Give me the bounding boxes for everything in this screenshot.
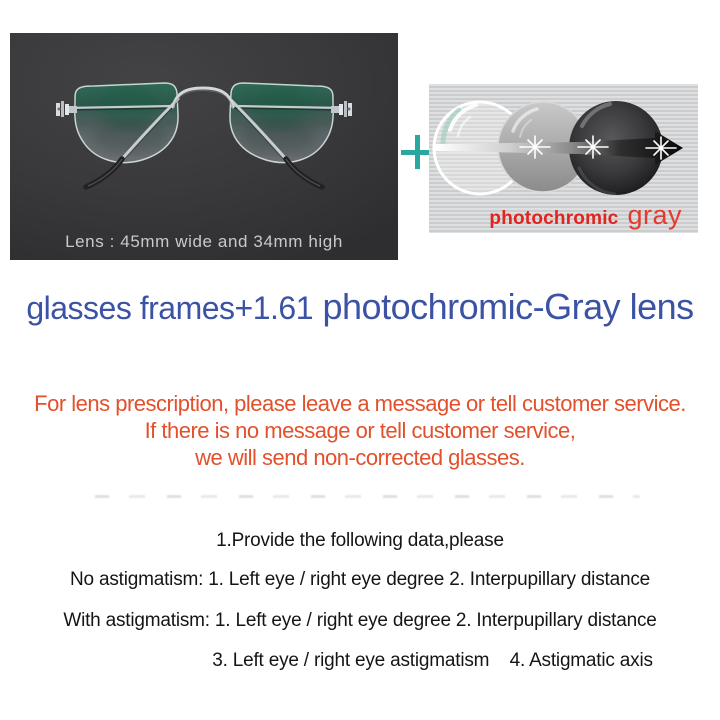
data-instructions-no-astigmatism: No astigmatism: 1. Left eye / right eye degree 2. Interpupillary distance [70,569,650,590]
product-title [0,286,720,328]
card-label-photochromic: photochromic [489,208,619,229]
data-instructions-heading: 1.Provide the following data,please [216,530,504,551]
product-photo [10,33,398,260]
card-caption [429,200,682,231]
data-instructions-with-astigmatism: With astigmatism: 1. Left eye / right eye degree 2. Interpupillary distance [63,610,657,631]
rimless-glasses-illustration [10,33,398,260]
lens-size-caption: Lens : 45mm wide and 34mm high [65,232,343,251]
product-title-frames: glasses frames+1.61 [26,290,313,326]
prescription-warning [0,390,720,471]
data-instructions-astigmatism-details: 3. Left eye / right eye astigmatism 4. Astigmatic axis [212,650,653,671]
prescription-warning-line2: If there is no message or tell customer service, [144,418,576,443]
photochromic-lens-card [429,84,698,233]
prescription-warning-line3: we will send non-corrected glasses. [195,445,525,470]
prescription-warning-line1: For lens prescription, please leave a message or tell customer service. [34,391,686,416]
card-label-gray: gray [627,200,682,230]
erased-text-remnant [95,495,640,498]
product-title-lens: photochromic-Gray lens [313,286,694,327]
